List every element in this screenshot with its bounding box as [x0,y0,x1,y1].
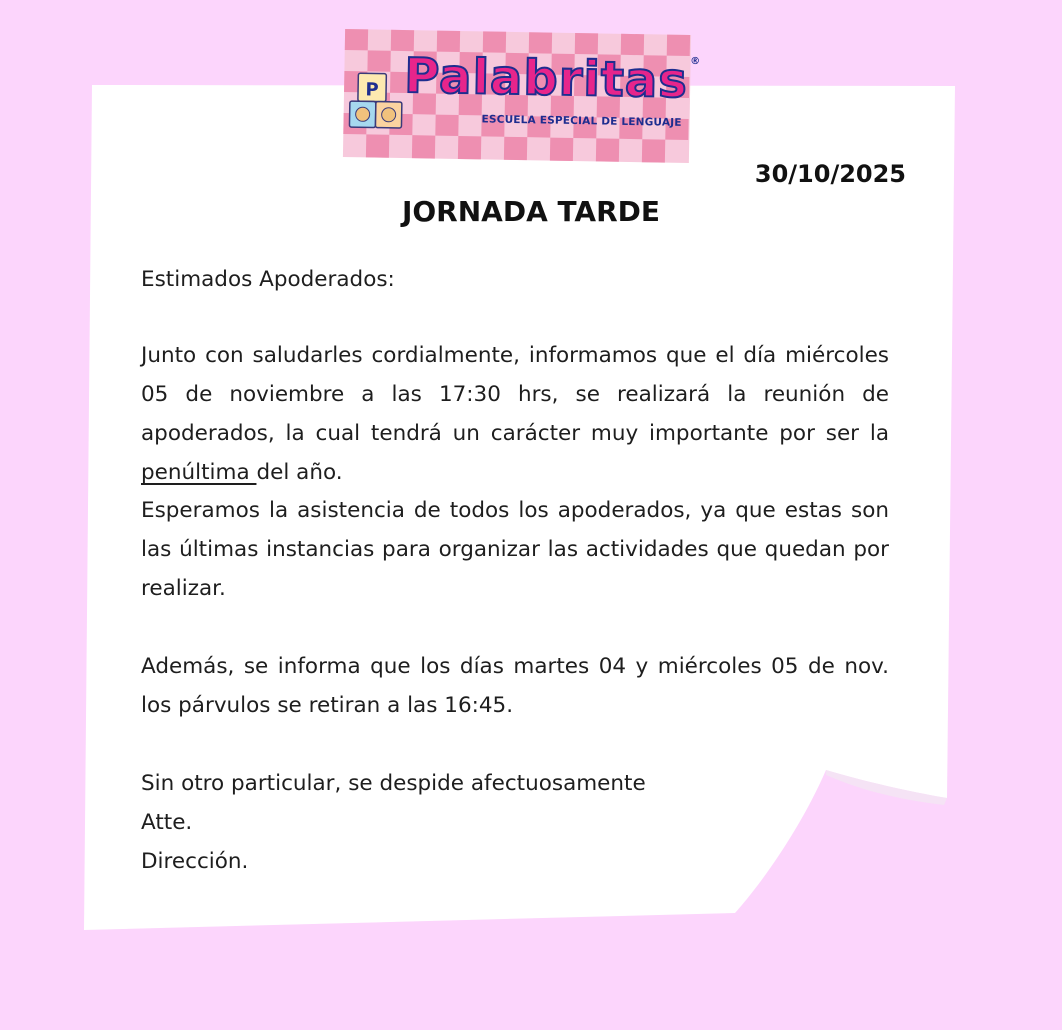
paragraph-meeting-end: del año. [256,460,343,485]
paragraph-meeting-text: Junto con saludarles cordialmente, informamos que el día miércoles 05 de noviembre a las 17:30 hrs, se realizará la reunión de apoderados, la cual tendrá un carácter muy importante por ser la [141,343,889,446]
greeting: Estimados Apoderados: [141,267,395,292]
notice-date: 30/10/2025 [754,160,906,188]
school-logo [343,29,702,163]
paragraph-meeting [141,336,889,492]
closing-block [141,764,889,881]
closing-atte: Atte. [141,810,193,835]
block-letter: P [365,79,379,101]
paragraph-attendance: Esperamos la asistencia de todos los apoderados, ya que estas son las últimas instancias para organizar las actividades que quedan por realizar. [141,498,889,601]
registered-mark: ® [690,56,702,68]
closing-line: Sin otro particular, se despide afectuosamente [141,771,646,796]
paragraph-dismissal: Además, se informa que los días martes 04 y miércoles 05 de nov. los párvulos se retiran a las 16:45. [141,654,889,718]
logo-brand-text: Palabritas [403,48,689,109]
closing-signature: Dirección. [141,849,249,874]
logo-subtitle: ESCUELA ESPECIAL DE LENGUAJE [481,113,682,129]
logo-wordmark [403,48,702,109]
notice-title: JORNADA TARDE [401,195,661,228]
underlined-word: penúltima [141,460,257,485]
